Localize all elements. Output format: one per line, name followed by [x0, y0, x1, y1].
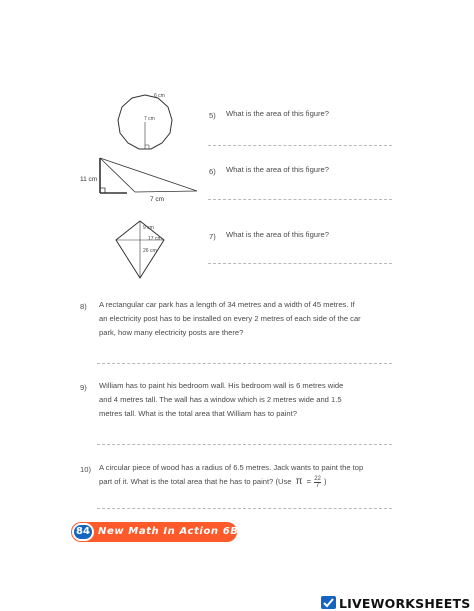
question-10-number: 10): [80, 465, 91, 474]
kite-lower-label: 26 cm: [143, 248, 157, 254]
page-number: 84: [72, 523, 94, 541]
question-8-text: [99, 298, 399, 341]
pi-equals: =: [306, 477, 312, 487]
question-10-text: [99, 461, 399, 489]
book-title: New Math In Action 6B: [98, 526, 239, 537]
polygon-side-label: 6 cm: [154, 93, 165, 99]
answer-line-5[interactable]: [208, 145, 392, 146]
fraction-numerator: 22: [314, 475, 321, 482]
fraction-denominator: 7: [315, 482, 320, 489]
question-8-line-1: A rectangular car park has a length of 34 metres and a width of 45 metres. If: [99, 300, 355, 309]
triangle-base-label: 7 cm: [150, 196, 165, 203]
question-8-line-3: park, how many electricity posts are there?: [99, 328, 244, 338]
question-10-line-1: A circular piece of wood has a radius of 6.5 metres. Jack wants to paint the top: [99, 463, 364, 472]
question-8-number: 8): [80, 302, 87, 311]
kite-figure: [112, 219, 168, 281]
answer-line-7[interactable]: [208, 263, 392, 264]
question-10-line-2: [99, 475, 399, 489]
triangle-height-label: 11 cm: [80, 176, 98, 183]
answer-line-6[interactable]: [208, 199, 392, 200]
question-5-number: 5): [209, 111, 216, 120]
close-paren: ): [324, 477, 327, 487]
polygon-figure: [115, 92, 175, 152]
polygon-apothem-label: 7 cm: [144, 116, 155, 122]
question-8-line-2: an electricity post has to be installed on every 2 metres of each side of the car: [99, 314, 361, 324]
question-7-number: 7): [209, 232, 216, 241]
question-9-line-3: metres tall. What is the total area that William has to paint?: [99, 409, 297, 419]
question-10-line-2-text: part of it. What is the total area that he has to paint? (Use: [99, 477, 292, 487]
pi-symbol: π: [295, 476, 303, 488]
kite-width-label: 17 cm: [148, 236, 162, 242]
answer-line-10[interactable]: [97, 508, 392, 509]
question-7-text: What is the area of this figure?: [226, 230, 329, 239]
answer-line-8[interactable]: [97, 363, 392, 364]
answer-line-9[interactable]: [97, 444, 392, 445]
question-9-text: [99, 379, 399, 422]
brand-name[interactable]: LIVEWORKSHEETS: [339, 596, 471, 611]
question-9-number: 9): [80, 383, 87, 392]
question-5-text: What is the area of this figure?: [226, 109, 329, 118]
kite-top-label: 9 cm: [143, 225, 154, 231]
question-9-line-1: William has to paint his bedroom wall. His bedroom wall is 6 metres wide: [99, 381, 344, 390]
triangle-figure: [97, 156, 202, 196]
question-6-text: What is the area of this figure?: [226, 165, 329, 174]
pi-fraction: [314, 476, 321, 489]
question-6-number: 6): [209, 167, 216, 176]
liveworksheets-logo-icon: [321, 596, 336, 609]
question-9-line-2: and 4 metres tall. The wall has a window which is 2 metres wide and 1.5: [99, 395, 342, 405]
